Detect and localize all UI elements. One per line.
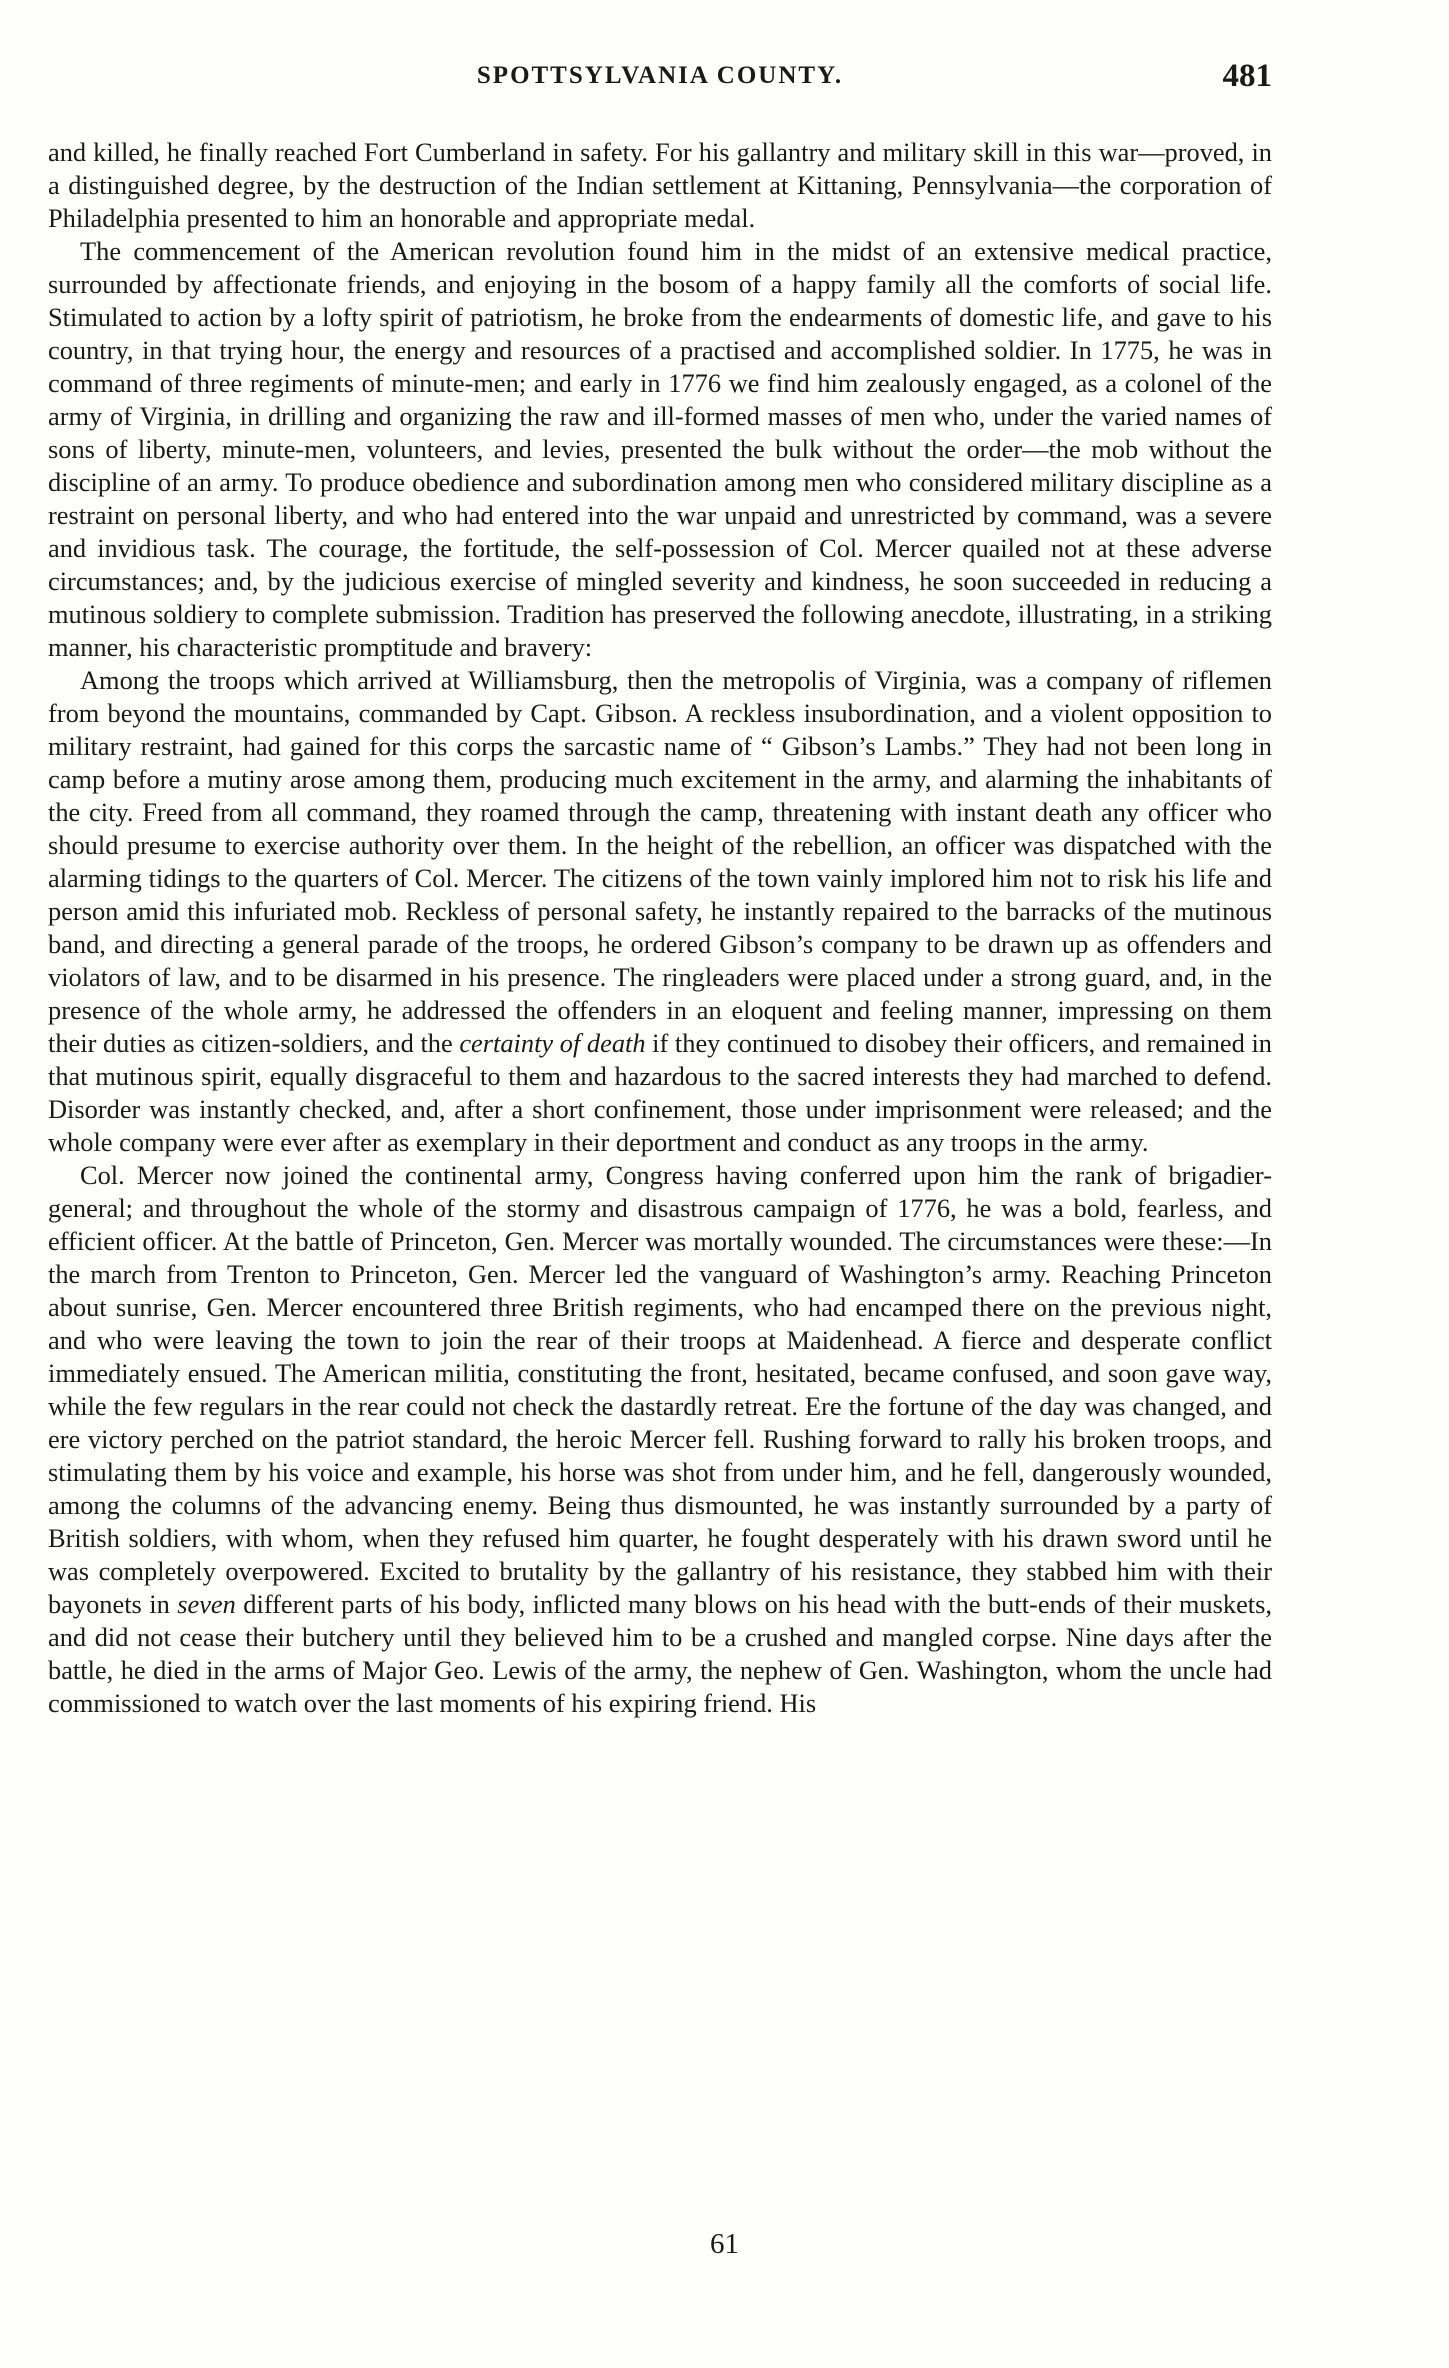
paragraph-4: [48, 1159, 1272, 1720]
paragraph-3-text-after: if they continued to disobey their officers, and remained in that mutinous spirit, equally disgraceful to them and hazardous to the sacred interests they had marched to defend. Disorder was instantly checked, and, after a short confinement, those under imprisonment were released; and the whole company were ever after as exemplary in their deportment and conduct as any troops in the army.: [48, 1028, 1272, 1157]
running-title: SPOTTSYLVANIA COUNTY.: [476, 62, 844, 89]
paragraph-4-emphasis: seven: [177, 1589, 236, 1619]
signature-mark: 61: [710, 2228, 739, 2260]
paragraph-3: [48, 664, 1272, 1159]
body-text: [48, 136, 1272, 1720]
paragraph-4-text-after: different parts of his body, inflicted many blows on his head with the butt-ends of their muskets, and did not cease their butchery until they believed him to be a crushed and mangled corpse. Nine days after the battle, he died in the arms of Major Geo. Lewis of the army, the nephew of Gen. Washington, whom the uncle had commissioned to watch over the last moments of his expiring friend. His: [48, 1589, 1272, 1718]
paragraph-1: and killed, he finally reached Fort Cumberland in safety. For his gallantry and military skill in this war—proved, in a distinguished degree, by the destruction of the Indian settlement at Kittaning, Pennsylvania—the corporation of Philadelphia presented to him an honorable and appropriate medal.: [48, 137, 1272, 233]
paragraph-3-text-before: Among the troops which arrived at Williamsburg, then the metropolis of Virginia, was a company of riflemen from beyond the mountains, commanded by Capt. Gibson. A reckless insubordination, and a violent opposition to military restraint, had gained for this corps the sarcastic name of “ Gibson’s Lambs.” They had not been long in camp before a mutiny arose among them, producing much excitement in the army, and alarming the inhabitants of the city. Freed from all command, they roamed through the camp, threatening with instant death any officer who should presume to exercise authority over them. In the height of the rebellion, an officer was dispatched with the alarming tidings to the quarters of Col. Mercer. The citizens of the town vainly implored him not to risk his life and person amid this infuriated mob. Reckless of personal safety, he instantly repaired to the barracks of the mutinous band, and directing a general parade of the troops, he ordered Gibson’s company to be drawn up as offenders and violators of law, and to be disarmed in his presence. The ringleaders were placed under a strong guard, and, in the presence of the whole army, he addressed the offenders in an eloquent and feeling manner, impressing on them their duties as citizen-soldiers, and the: [48, 665, 1272, 1058]
running-head: [48, 58, 1272, 98]
page-number: 481: [1222, 58, 1272, 94]
paragraph-2: The commencement of the American revolution found him in the midst of an extensive medical practice, surrounded by affectionate friends, and enjoying in the bosom of a happy family all the comforts of social life. Stimulated to action by a lofty spirit of patriotism, he broke from the endearments of domestic life, and gave to his country, in that trying hour, the energy and resources of a practised and accomplished soldier. In 1775, he was in command of three regiments of minute-men; and early in 1776 we find him zealously engaged, as a colonel of the army of Virginia, in drilling and organizing the raw and ill-formed masses of men who, under the varied names of sons of liberty, minute-men, volunteers, and levies, presented the bulk without the order—the mob without the discipline of an army. To produce obedience and subordination among men who considered military discipline as a restraint on personal liberty, and who had entered into the war unpaid and unrestricted by command, was a severe and invidious task. The courage, the fortitude, the self-possession of Col. Mercer quailed not at these adverse circumstances; and, by the judicious exercise of mingled severity and kindness, he soon succeeded in reducing a mutinous soldiery to complete submission. Tradition has preserved the following anecdote, illustrating, in a striking manner, his characteristic promptitude and bravery:: [48, 236, 1272, 662]
paragraph-4-text-before: Col. Mercer now joined the continental army, Congress having conferred upon him the rank of brigadier-general; and throughout the whole of the stormy and disastrous campaign of 1776, he was a bold, fearless, and efficient officer. At the battle of Princeton, Gen. Mercer was mortally wounded. The circumstances were these:—In the march from Trenton to Princeton, Gen. Mercer led the vanguard of Washington’s army. Reaching Princeton about sunrise, Gen. Mercer encountered three British regiments, who had encamped there on the previous night, and who were leaving the town to join the rear of their troops at Maidenhead. A fierce and desperate conflict immediately ensued. The American militia, constituting the front, hesitated, became confused, and soon gave way, while the few regulars in the rear could not check the dastardly retreat. Ere the fortune of the day was changed, and ere victory perched on the patriot standard, the heroic Mercer fell. Rushing forward to rally his broken troops, and stimulating them by his voice and example, his horse was shot from under him, and he fell, dangerously wounded, among the columns of the advancing enemy. Being thus dismounted, he was instantly surrounded by a party of British soldiers, with whom, when they refused him quarter, he fought desperately with his drawn sword until he was completely overpowered. Excited to brutality by the gallantry of his resistance, they stabbed him with their bayonets in: [48, 1160, 1272, 1619]
paragraph-3-emphasis: certainty of death: [459, 1028, 646, 1058]
